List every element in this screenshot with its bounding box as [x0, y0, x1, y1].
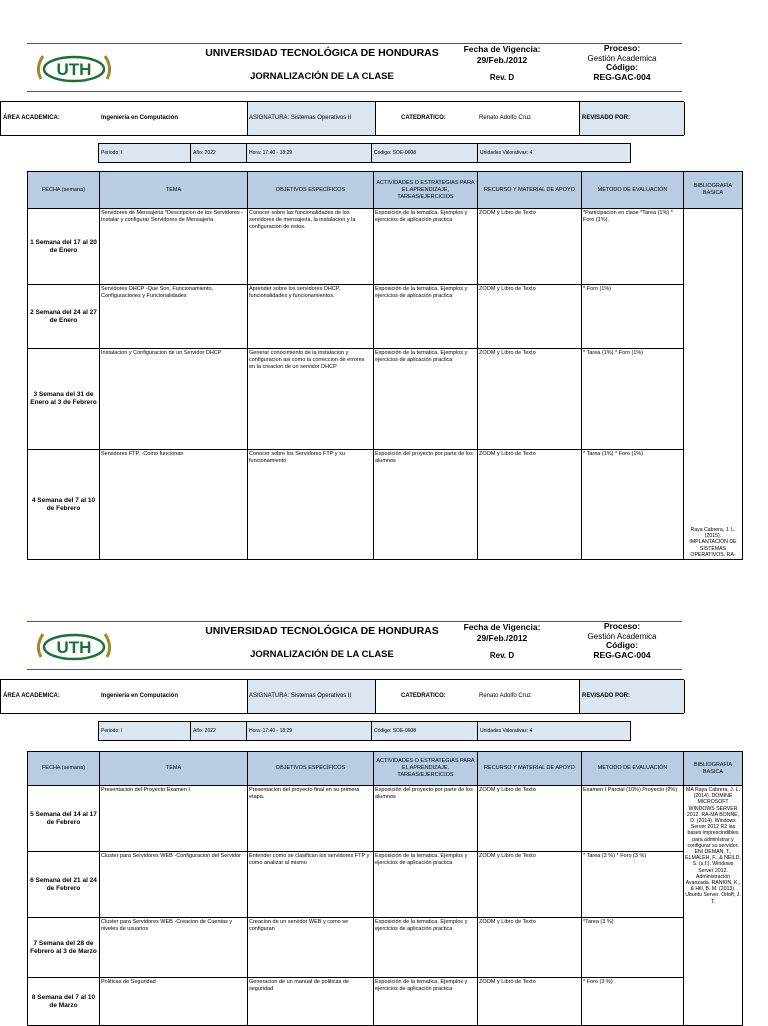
proceso-value: Gestión Academica	[587, 53, 657, 63]
col-tema: TEMA	[100, 752, 248, 786]
unidades: Unidades Valorativas: 4	[480, 150, 533, 156]
schedule-table	[27, 751, 743, 1026]
metodo-cell: Examen I Parcial (10%) Proyecto (2%)	[582, 786, 684, 852]
recurso-cell: ZOOM y Libro de Texto	[478, 450, 582, 560]
area-label: ÁREA ACADEMICA:	[3, 115, 60, 121]
proceso-block	[567, 622, 677, 660]
catedratico-label: CATEDRATICO:	[401, 693, 446, 699]
page-1	[0, 43, 768, 563]
col-objetivos: OBJETIVOS ESPECÍFICOS	[248, 752, 374, 786]
info-row	[0, 101, 684, 136]
objetivos-cell: Conocer sobre los Servidores FTP y su funcionamiento	[248, 450, 374, 560]
tema-cell: Politicas de Seguridad	[100, 978, 248, 1026]
bibliografia-cell: Raya Cabrera, J. L. (2015). IMPLANTACIÓN DE SISTEMAS OPERATIVOS. RA-	[684, 209, 743, 560]
recurso-cell: ZOOM y Libro de Texto	[478, 285, 582, 349]
codigo-value: REG-GAC-004	[593, 649, 651, 660]
details-row	[98, 143, 631, 163]
codigo: Código: SOE-0608	[372, 722, 478, 740]
col-recurso: RECURSO Y MATERIAL DE APOYO	[478, 752, 582, 786]
recurso-cell: ZOOM y Libro de Texto	[478, 349, 582, 450]
metodo-cell: *Tarea (3 %)	[582, 918, 684, 978]
codigo-label: Código:	[605, 62, 639, 72]
revision: Rev. D	[489, 651, 515, 660]
actividades-cell: Exposición de la tematica. Ejemplos y ejercicios de aplicación practica	[374, 285, 478, 349]
recurso-cell: ZOOM y Libro de Texto	[478, 978, 582, 1026]
codigo: Código: SOE-0608	[372, 144, 478, 162]
document-title: JORNALIZACIÓN DE LA CLASE	[250, 71, 394, 82]
revisado-label: REVISADO POR:	[582, 115, 631, 121]
page-2	[0, 621, 768, 1024]
col-bibliografia: BIBLIOGRAFÍA BÁSICA	[684, 172, 743, 209]
university-name: UNIVERSIDAD TECNOLÓGICA DE HONDURAS	[205, 47, 439, 59]
uth-logo	[33, 49, 115, 87]
logo-text: UTH	[56, 60, 92, 79]
fecha-cell: 2 Semana del 24 al 27 de Enero	[28, 285, 100, 349]
proceso-value: Gestión Academica	[587, 631, 657, 641]
objetivos-cell: Entender como se clasifican los servidores FTP y como analizar al mismo	[248, 852, 374, 918]
document-header	[27, 43, 682, 92]
periodo: Periodo: I	[99, 722, 191, 740]
uth-logo	[33, 627, 115, 665]
tema-cell: Presentacion del Proyecto Examen I	[100, 786, 248, 852]
actividades-cell: Exposición de la tematica. Ejemplos y ejercicios de aplicación practica	[374, 209, 478, 285]
asignatura: ASIGNATURA: Sistemas Operativos II	[249, 115, 352, 121]
schedule-table	[27, 171, 743, 560]
objetivos-cell: Aprender sobre los servidores DHCP, funcionalidades y funcionamientos.	[248, 285, 374, 349]
hora: Hora: 17:40 - 18:29	[247, 722, 372, 740]
catedratico-label: CATEDRATICO:	[401, 115, 446, 121]
periodo: Periodo: I	[99, 144, 191, 162]
actividades-cell: Exposición de la tematica. Ejemplos y ejercicios de aplicación practica	[374, 918, 478, 978]
anio: Año: 2022	[191, 722, 247, 740]
tema-cell: Cluster para Servidores WEB -Creacion de Cuentas y niveles de usuarios	[100, 918, 248, 978]
metodo-cell: * Tarea (1%) * Foro (1%)	[582, 349, 684, 450]
metodo-cell: *Participacion en clase *Tarea (1%) * Foro (1%).	[582, 209, 684, 285]
catedratico-value: Renato Adolfo Cruz	[479, 693, 532, 699]
codigo-label: Código:	[605, 640, 639, 650]
hora: Hora: 17:40 - 18:29	[247, 144, 372, 162]
proceso-block	[567, 44, 677, 82]
proceso-label: Proceso:	[603, 621, 641, 631]
col-actividades: ACTIVIDADES O ESTRATEGIAS PARA EL APRENDIZAJE, TAREAS/EJERCICIOS	[374, 752, 478, 786]
recurso-cell: ZOOM y Libro de Texto	[478, 786, 582, 852]
fecha-cell: 6 Semana del 21 al 24 de Febrero	[28, 852, 100, 918]
catedratico-value: Renato Adolfo Cruz	[479, 115, 532, 121]
tema-cell: Cluster para Servidores WEB -Configuracion del Servidor	[100, 852, 248, 918]
col-bibliografia: BIBLIOGRAFÍA BÁSICA	[684, 752, 743, 786]
vigencia-value: 29/Feb./2012	[476, 633, 528, 643]
table-row	[28, 285, 743, 349]
table-row	[28, 978, 743, 1026]
tema-cell: Servidores de Mensajeria *Descripcion de los Servidores - Instalar y configurar Servidores de Mensajeria	[100, 209, 248, 285]
area-value: Ingeniería en Computación	[101, 115, 179, 121]
col-objetivos: OBJETIVOS ESPECÍFICOS	[248, 172, 374, 209]
document-header	[27, 621, 682, 670]
university-name: UNIVERSIDAD TECNOLÓGICA DE HONDURAS	[205, 625, 439, 637]
actividades-cell: Exposición de la tematica. Ejemplos y ejercicios de aplicación practica	[374, 978, 478, 1026]
proceso-label: Proceso:	[603, 43, 641, 53]
metodo-cell: * Foro (1%)	[582, 285, 684, 349]
unidades: Unidades Valorativas: 4	[480, 728, 533, 734]
col-metodo: METODO DE EVALUACIÓN	[582, 752, 684, 786]
col-fecha: FECHA (semana)	[28, 752, 100, 786]
area-label: ÁREA ACADEMICA:	[3, 693, 60, 699]
recurso-cell: ZOOM y Libro de Texto	[478, 852, 582, 918]
metodo-cell: * Tarea (3 %) * Foro (3 %)	[582, 852, 684, 918]
col-tema: TEMA	[100, 172, 248, 209]
fecha-cell: 1 Semana del 17 al 20 de Enero	[28, 209, 100, 285]
table-header-row	[28, 752, 743, 786]
actividades-cell: Exposición de la tematica. Ejemplos y ejercicios de aplicación practica	[374, 852, 478, 918]
revision: Rev. D	[489, 73, 515, 82]
vigencia-label: Fecha de Vigencia:	[463, 44, 541, 54]
table-row	[28, 852, 743, 918]
info-row	[0, 679, 684, 714]
metodo-cell: * Tarea (1%) * Foro (1%)	[582, 450, 684, 560]
fecha-cell: 8 Semana del 7 al 10 de Marzo	[28, 978, 100, 1026]
tema-cell: Instalacion y Configuracion de un Servidor DHCP	[100, 349, 248, 450]
fecha-cell: 5 Semana del 14 al 17 de Febrero	[28, 786, 100, 852]
codigo-value: REG-GAC-004	[593, 71, 651, 82]
tema-cell: Servidores FTP. -Como funcionan	[100, 450, 248, 560]
area-value: Ingeniería en Computación	[101, 693, 179, 699]
actividades-cell: Exposición del proyecto por parte de los alumnos	[374, 786, 478, 852]
vigencia-label: Fecha de Vigencia:	[463, 622, 541, 632]
revisado-label: REVISADO POR:	[582, 693, 631, 699]
vigencia-value: 29/Feb./2012	[476, 55, 528, 65]
tema-cell: Servidores DHCP -Que Son, Funcionamiento, Configuraciones y Funcionalidades	[100, 285, 248, 349]
anio: Año: 2022	[191, 144, 247, 162]
col-fecha: FECHA (semana)	[28, 172, 100, 209]
objetivos-cell: Generar conocimiento de la instalacion y configuracion asi como la correccion de errores en la creacion de un servidor DHCP	[248, 349, 374, 450]
table-row	[28, 450, 743, 560]
details-row	[98, 721, 631, 741]
fecha-cell: 3 Semana del 31 de Enero al 3 de Febrero	[28, 349, 100, 450]
fecha-cell: 4 Semana del 7 al 10 de Febrero	[28, 450, 100, 560]
bibliografia-cell: MA Raya Cabrera, J. L. (2014). DOMINE MICROSOFT WINDOWS SERVER 2012. RA-MA BONNE, D. (2014). Windows Server 2012 R2 las bases imprescindibles para administrar y configurar su servidor. ENI DEMAN, T., ELMALEH, F., & NEILD, S. (s.f.). Windows Server 2012. Administración Avanzada. RANKIN, K., & Hill, B. M. (2013). Ubuntu Server. Orloff, J. T.	[684, 786, 743, 1026]
table-row	[28, 349, 743, 450]
col-recurso: RECURSO Y MATERIAL DE APOYO	[478, 172, 582, 209]
logo-text: UTH	[56, 638, 92, 657]
table-header-row	[28, 172, 743, 209]
recurso-cell: ZOOM y Libro de Texto	[478, 918, 582, 978]
vigencia	[447, 622, 557, 644]
objetivos-cell: Creacion de un servidor WEB y como se configuran	[248, 918, 374, 978]
metodo-cell: * Foro (3 %)	[582, 978, 684, 1026]
asignatura: ASIGNATURA: Sistemas Operativos II	[249, 693, 352, 699]
fecha-cell: 7 Semana del 28 de Febrero al 3 de Marzo	[28, 918, 100, 978]
actividades-cell: Exposición del proyecto por parte de los alumnos	[374, 450, 478, 560]
actividades-cell: Exposición de la tematica. Ejemplos y ejercicios de aplicación practica	[374, 349, 478, 450]
recurso-cell: ZOOM y Libro de Texto	[478, 209, 582, 285]
vigencia	[447, 44, 557, 66]
objetivos-cell: Conocer sobre las funcionalidades de los servidores de mensajeria, la instalacion y la configuracion de estos.	[248, 209, 374, 285]
objetivos-cell: Generacion de un manual de politicas de seguridad	[248, 978, 374, 1026]
table-row	[28, 786, 743, 852]
col-metodo: METODO DE EVALUACIÓN	[582, 172, 684, 209]
table-row	[28, 918, 743, 978]
table-row	[28, 209, 743, 285]
document-title: JORNALIZACIÓN DE LA CLASE	[250, 649, 394, 660]
objetivos-cell: Presentacion del proyecto final en su primera etapa.	[248, 786, 374, 852]
col-actividades: ACTIVIDADES O ESTRATEGIAS PARA EL APRENDIZAJE, TAREAS/EJERCICIOS	[374, 172, 478, 209]
